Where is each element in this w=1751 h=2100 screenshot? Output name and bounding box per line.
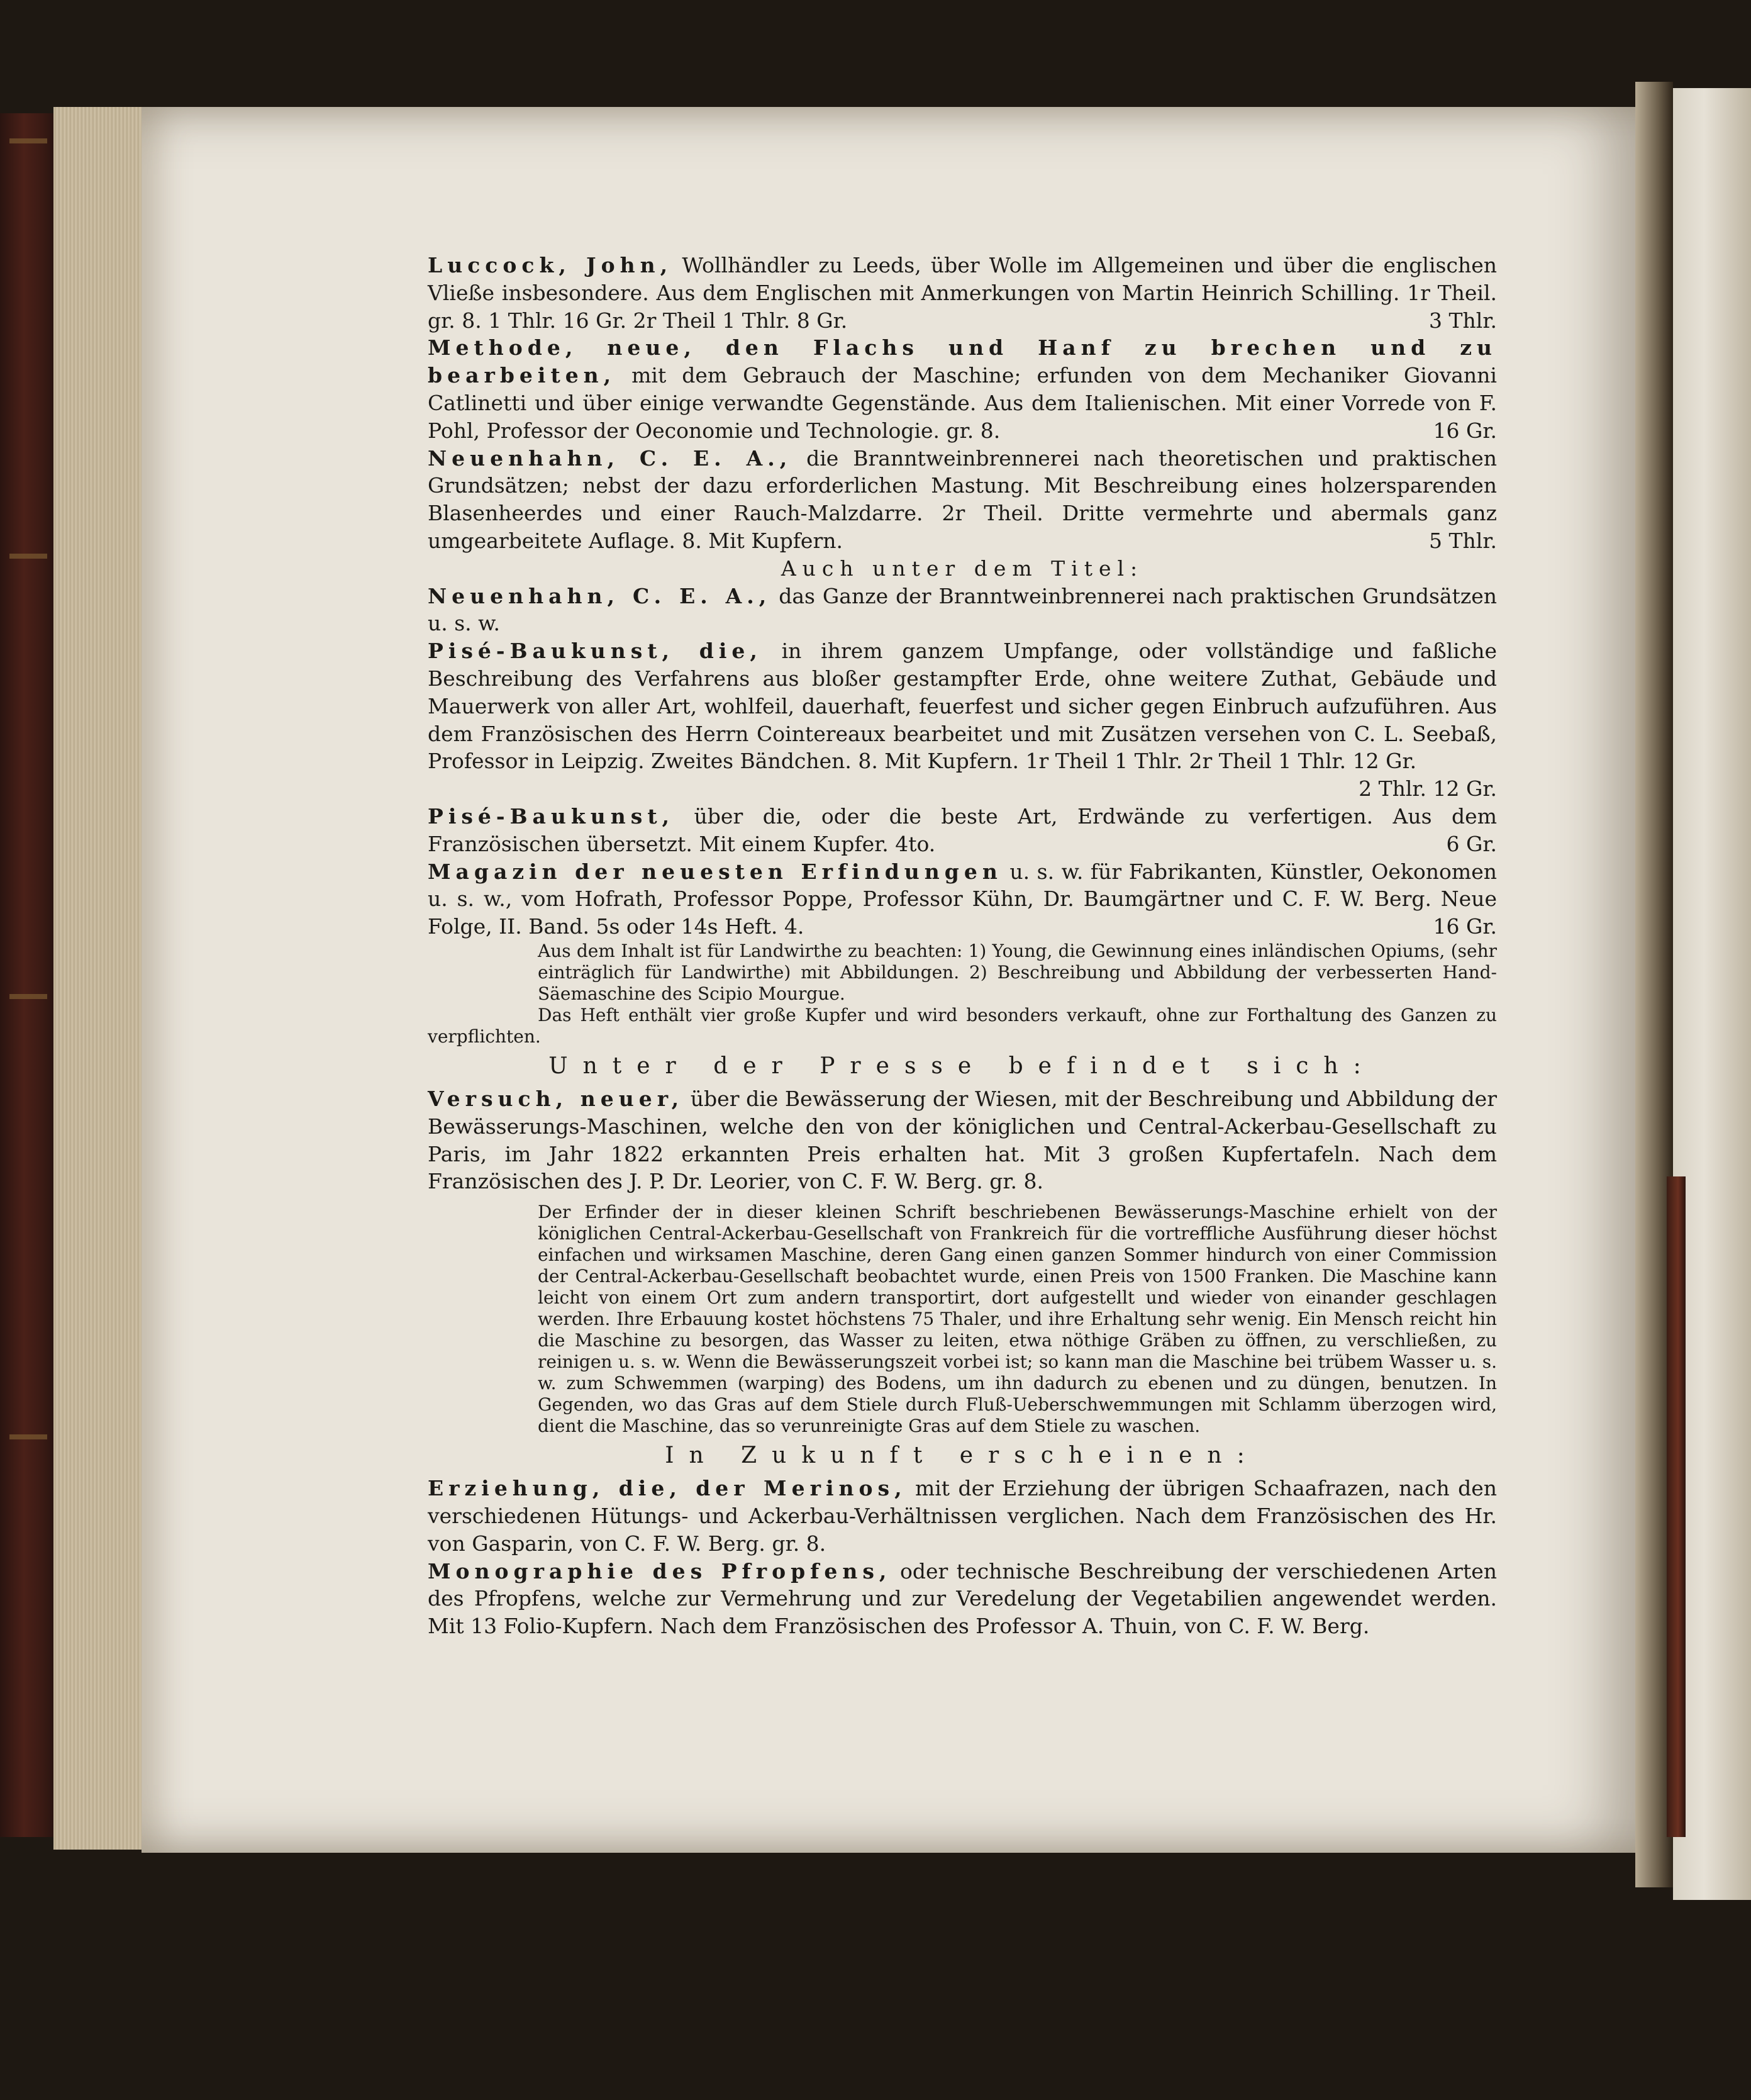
- catalog-entry: [428, 803, 1497, 858]
- section-heading-zukunft: In Zukunft erscheinen:: [665, 1443, 1260, 1469]
- entry-head: Pisé-Baukunst, die,: [428, 639, 762, 664]
- catalog-entry: [428, 637, 1497, 803]
- entry-price: 16 Gr.: [1433, 418, 1497, 443]
- entry-price: 16 Gr.: [1433, 914, 1497, 939]
- catalog-entry: [428, 858, 1497, 941]
- entry-price: 3 Thlr.: [1429, 308, 1497, 333]
- catalog-entry: [428, 445, 1497, 555]
- facing-page-edge: [1667, 1176, 1686, 1837]
- catalog-entry: [428, 334, 1497, 444]
- magazin-note-contents: Aus dem Inhalt ist für Landwirthe zu beachten: 1) Young, die Gewinnung eines inländischen Opiums, (sehr einträglich für Landwirthe) mit Abbildungen. 2) Beschreibung und Abbildung der verbesserten Hand-Säemaschine des Scipio Mourgue.: [538, 940, 1497, 1004]
- entry-head: Versuch, neuer,: [428, 1086, 684, 1111]
- entry-body: u. s. w. für Fabrikanten, Künstler, Oekonomen u. s. w., vom Hofrath, Professor Poppe, Professor Kühn, Dr. Baumgärtner und C. F. W. Berg. Neue Folge, II. Band. 5s oder 14s Heft. 4.: [428, 859, 1497, 939]
- spine-band: [9, 138, 47, 143]
- entry-head: Methode, neue, den Flachs und Hanf zu brechen und zu bearbeiten,: [428, 335, 1497, 388]
- spine-band: [9, 554, 47, 559]
- page-edges: [53, 107, 154, 1850]
- entry-body: oder technische Beschreibung der verschiedenen Arten des Pfropfens, welche zur Vermehrung und zur Veredelung der Vegetabilien angewendet werden. Mit 13 Folio-Kupfern. Nach dem Französischen des Professor A. Thuin, von C. F. W. Berg.: [428, 1558, 1497, 1639]
- entry-body: über die, oder die beste Art, Erdwände zu verfertigen. Aus dem Französischen übersetzt. Mit einem Kupfer. 4to.: [428, 803, 1497, 856]
- entry-body: Wollhändler zu Leeds, über Wolle im Allgemeinen und über die englischen Vließe insbesondere. Aus dem Englischen mit Anmerkungen von Martin Heinrich Schilling. 1r Theil. gr. 8. 1 Thlr. 16 Gr. 2r Theil 1 Thlr. 8 Gr.: [428, 253, 1497, 333]
- book-spine: [0, 113, 60, 1837]
- entry-head: Erziehung, die, der Merinos,: [428, 1476, 907, 1501]
- entry-head: Monographie des Pfropfens,: [428, 1558, 892, 1583]
- catalog-entry: [428, 1085, 1497, 1195]
- magazin-note-heft: Das Heft enthält vier große Kupfer und wird besonders verkauft, ohne zur Forthaltung des Ganzen zu verpflichten.: [428, 1004, 1497, 1047]
- entry-body: mit der Erziehung der übrigen Schaafrazen, nach den verschiedenen Hütungs- und Ackerbau-Verhältnissen verglichen. Nach dem Französischen des Hr. von Gasparin, von C. F. W. Berg. gr. 8.: [428, 1476, 1497, 1556]
- entry-body: die Branntweinbrennerei nach theoretischen und praktischen Grundsätzen; nebst der dazu erforderlichen Mastung. Mit Beschreibung eines holzersparenden Blasenheerdes und einer Rauch-Malzdarre. 2r Theil. Dritte vermehrte und abermals ganz umgearbeitete Auflage. 8. Mit Kupfern.: [428, 445, 1497, 553]
- entry-body: das Ganze der Branntweinbrennerei nach praktischen Grundsätzen u. s. w.: [428, 583, 1497, 636]
- entry-head: Neuenhahn, C. E. A.,: [428, 445, 792, 471]
- entry-price: 5 Thlr.: [1429, 528, 1497, 553]
- catalog-entry: [428, 583, 1497, 638]
- catalog-entry: [428, 1475, 1497, 1557]
- entry-head: Pisé-Baukunst,: [428, 803, 675, 829]
- entry-price: 6 Gr.: [1446, 831, 1497, 856]
- entry-head: Luccock, John,: [428, 253, 673, 277]
- versuch-note: Der Erfinder der in dieser kleinen Schrift beschriebenen Bewässerungs-Maschine erhielt von der königlichen Central-Ackerbau-Gesellschaft von Frankreich für die vortreffliche Ausführung dieser höchst einfachen und wirksamen Maschine, deren Gang einen ganzen Sommer hindurch von einer Commission der Central-Ackerbau-Gesellschaft beobachtet wurde, einen Preis von 1500 Franken. Die Maschine kann leicht von einem Ort zum andern transportirt, dort aufgestellt und wieder von einander geschlagen werden. Ihre Erbauung kostet höchstens 75 Thaler, und ihre Erhaltung sehr wenig. Ein Mensch reicht hin die Maschine zu besorgen, das Wasser zu leiten, etwa nöthige Gräben zu öffnen, zu verschließen, zu reinigen u. s. w. Wenn die Bewässerungszeit vorbei ist; so kann man die Maschine bei trübem Wasser u. s. w. zum Schwemmen (warping) des Bodens, um ihn dadurch zu ebenen und zu düngen, benutzen. In Gegenden, wo das Gras auf dem Stiele durch Fluß-Ueberschwemmungen mit Schlamm überzogen wird, dient die Maschine, das so verunreinigte Gras auf dem Stiele zu waschen.: [538, 1202, 1497, 1437]
- spine-band: [9, 1434, 47, 1439]
- subtitle-heading: Auch unter dem Titel:: [781, 556, 1144, 581]
- entry-body: mit dem Gebrauch der Maschine; erfunden von dem Mechaniker Giovanni Catlinetti und über einige verwandte Gegenstände. Aus dem Italienischen. Mit einer Vorrede von F. Pohl, Professor der Oeconomie und Technologie. gr. 8.: [428, 363, 1497, 443]
- page-text: [428, 252, 1497, 1640]
- entry-body: in ihrem ganzem Umpfange, oder vollständige und faßliche Beschreibung des Verfahrens aus bloßer gestampfter Erde, ohne weitere Zuthat, Gebäude und Mauerwerk von aller Art, wohlfeil, dauerhaft, feuerfest und sicher gegen Einbruch aufzuführen. Aus dem Französischen des Herrn Cointereaux bearbeitet und mit Zusätzen versehen von C. L. Seebaß, Professor in Leipzig. Zweites Bändchen. 8. Mit Kupfern. 1r Theil 1 Thlr. 2r Theil 1 Thlr. 12 Gr.: [428, 639, 1497, 774]
- catalog-entry: [428, 1558, 1497, 1640]
- catalog-entry: [428, 252, 1497, 334]
- entry-body: über die Bewässerung der Wiesen, mit der Beschreibung und Abbildung der Bewässerungs-Maschinen, welche den von der königlichen und Central-Ackerbau-Gesellschaft zu Paris, im Jahr 1822 erkannten Preis erhalten hat. Mit 3 großen Kupfertafeln. Nach dem Französischen des J. P. Dr. Leorier, von C. F. W. Berg. gr. 8.: [428, 1086, 1497, 1194]
- entry-head: Neuenhahn, C. E. A.,: [428, 583, 772, 608]
- entry-head: Magazin der neuesten Erfindungen: [428, 859, 1003, 884]
- section-heading-presse: Unter der Presse befindet sich:: [548, 1053, 1376, 1079]
- entry-price: 2 Thlr. 12 Gr.: [1359, 776, 1497, 801]
- spine-band: [9, 994, 47, 999]
